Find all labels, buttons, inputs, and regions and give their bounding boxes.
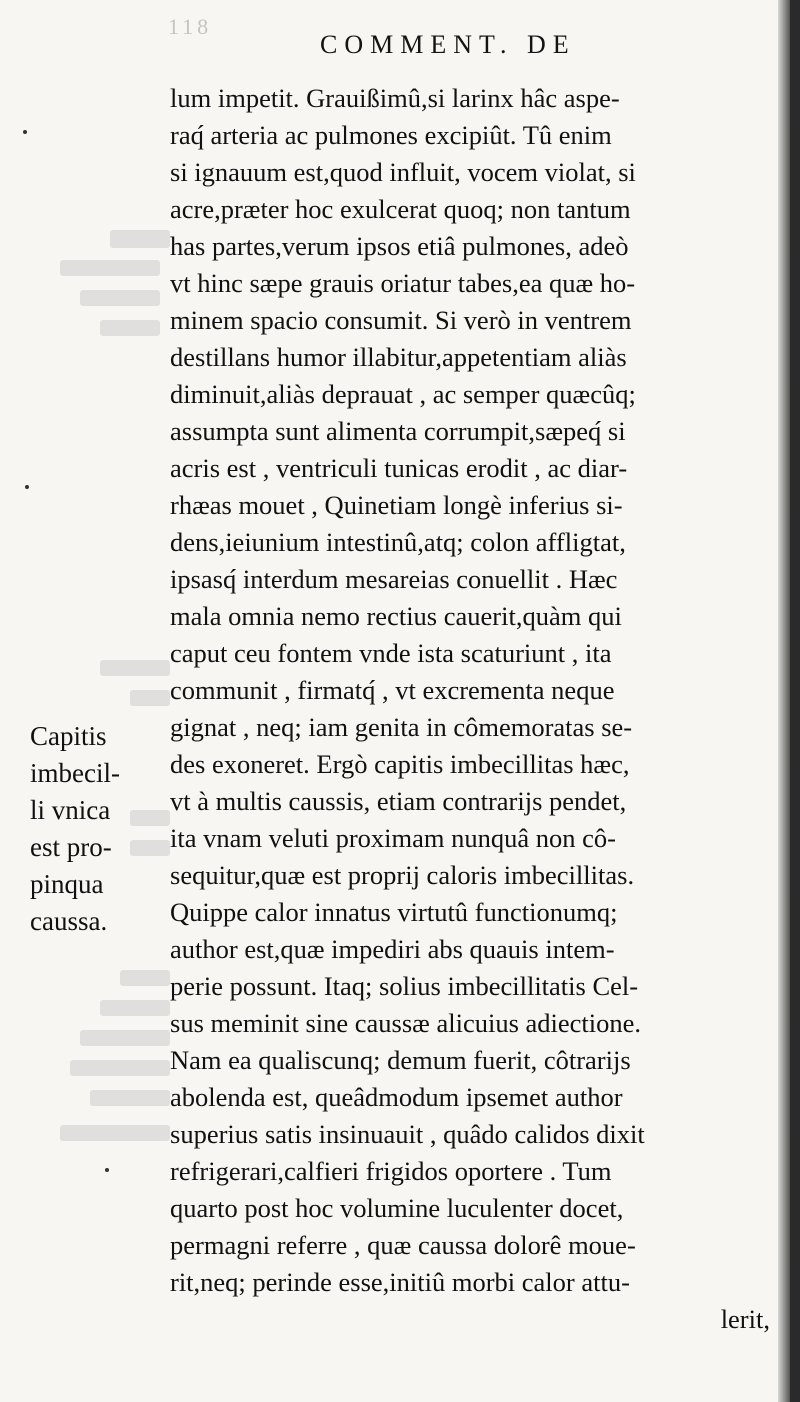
text-line: perie possunt. Itaq; solius imbecillitatis Cel- (170, 971, 639, 1001)
page-number: 118 (168, 14, 213, 39)
margin-note-line: caussa. (30, 906, 108, 936)
text-line: acris est , ventriculi tunicas erodit , ac diar- (170, 453, 628, 483)
text-line: Quippe calor innatus virtutû functionumq; (170, 897, 618, 927)
text-line: minem spacio consumit. Si verò in ventrem (170, 305, 632, 335)
text-line: vt hinc sæpe grauis oriatur tabes,ea quæ ho- (170, 268, 636, 298)
text-line: destillans humor illabitur,appetentiam aliàs (170, 342, 627, 372)
main-text (170, 80, 770, 1338)
text-line: gignat , neq; iam genita in cômemoratas se- (170, 712, 633, 742)
text-line: refrigerari,calfieri frigidos oportere . Tum (170, 1156, 612, 1186)
text-line: Nam ea qualiscunq; demum fuerit, côtrarijs (170, 1045, 631, 1075)
text-line: sus meminit sine caussæ alicuius adiectione. (170, 1008, 642, 1038)
text-line: des exoneret. Ergò capitis imbecillitas hæc, (170, 749, 630, 779)
text-line: abolenda est, queâdmodum ipsemet author (170, 1082, 623, 1112)
text-line: rhæas mouet , Quinetiam longè inferius si- (170, 490, 623, 520)
ink-speck (105, 1168, 109, 1172)
ink-speck (23, 130, 27, 134)
text-line: acre,præter hoc exulcerat quoq; non tantum (170, 194, 631, 224)
text-line: sequitur,quæ est proprij caloris imbecillitas. (170, 860, 635, 890)
margin-note-line: pinqua (30, 869, 104, 899)
text-line: diminuit,aliàs deprauat , ac semper quæcûq; (170, 379, 636, 409)
text-line: ita vnam veluti proximam nunquâ non cô- (170, 823, 616, 853)
ink-speck (25, 485, 29, 489)
catchword: lerit, (720, 1304, 770, 1334)
margin-note-line: est pro- (30, 832, 112, 862)
text-line: author est,quæ impediri abs quauis intem- (170, 934, 615, 964)
text-line: raq́ arteria ac pulmones excipiût. Tû enim (170, 120, 612, 150)
text-line: ipsasq́ interdum mesareias conuellit . Hæc (170, 564, 618, 594)
text-line: lum impetit. Grauißimû,si larinx hâc aspe- (170, 83, 620, 113)
running-title: COMMENT. DE (320, 30, 576, 59)
text-line: quarto post hoc volumine luculenter docet, (170, 1193, 624, 1223)
text-line: communit , firmatq́ , vt excrementa neque (170, 675, 615, 705)
margin-note-line: Capitis (30, 721, 107, 751)
text-line: rit,neq; perinde esse,initiû morbi calor attu- (170, 1267, 630, 1297)
text-line: assumpta sunt alimenta corrumpit,sæpeq́ si (170, 416, 626, 446)
text-line: superius satis insinuauit , quâdo calidos dixit (170, 1119, 645, 1149)
text-line: vt à multis caussis, etiam contrarijs pendet, (170, 786, 627, 816)
text-line: si ignauum est,quod influit, vocem violat, si (170, 157, 636, 187)
text-line: has partes,verum ipsos etiâ pulmones, adeò (170, 231, 629, 261)
text-line: dens,ieiunium intestinû,atq; colon affligtat, (170, 527, 626, 557)
margin-note-line: li vnica (30, 795, 111, 825)
margin-note-line: imbecil- (30, 758, 120, 788)
margin-note (30, 718, 150, 940)
page-edge-shadow (778, 0, 790, 1402)
text-line: permagni referre , quæ caussa dolorê moue- (170, 1230, 636, 1260)
text-line: mala omnia nemo rectius cauerit,quàm qui (170, 601, 622, 631)
text-line: caput ceu fontem vnde ista scaturiunt , ita (170, 638, 612, 668)
